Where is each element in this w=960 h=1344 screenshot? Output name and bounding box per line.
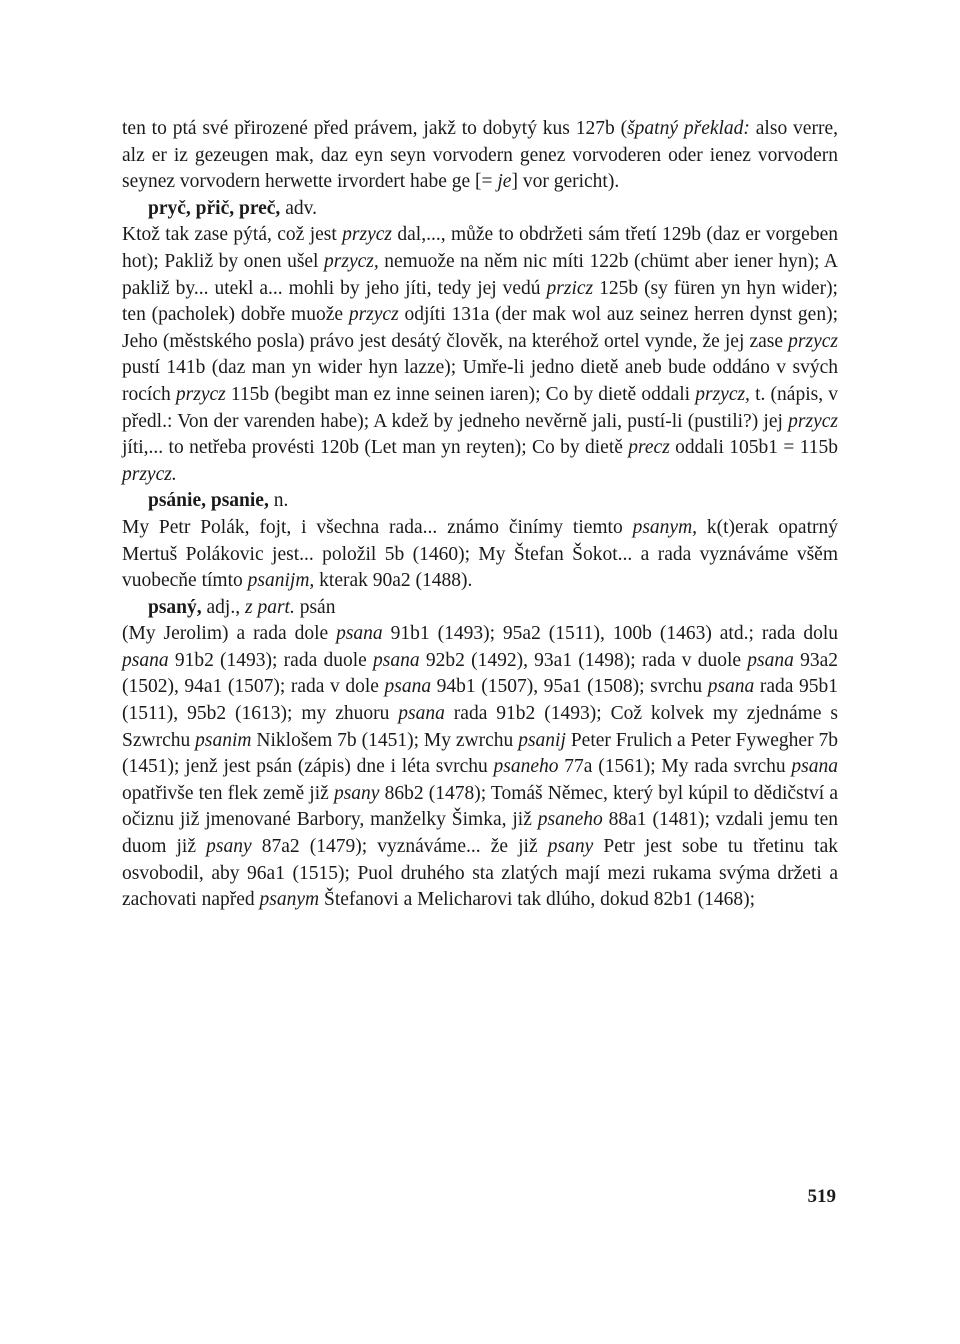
italic-run: przycz, <box>695 383 750 405</box>
headword <box>122 595 838 622</box>
italic-run: przycz, <box>324 250 379 272</box>
italic-run: psanim <box>195 729 252 751</box>
text-run: ] vor gericht). <box>511 171 620 193</box>
italic-run: przicz <box>546 277 594 299</box>
part-of-speech: n. <box>268 490 289 512</box>
text-run: 86b2 (1478); Tomáš Němec, který byl kúpil to dědičství a očiznu již jmenované Barbory, manželky Šimka, již <box>122 782 838 831</box>
text-run: 93a2 (1502), 94a1 (1507); rada v dole <box>122 649 838 698</box>
text-run: 94b1 (1507), 95a1 (1508); svrchu <box>431 676 708 698</box>
text-run: Petr jest sobe tu třetinu tak osvobodil, aby 96a1 (1515); Puol druhého sta zlatých mají mezi rukama svýma držeti a zachovati napřed <box>122 836 838 911</box>
text-run: 91b1 (1493); 95a2 (1511), 100b (1463) atd.; rada dolu <box>382 623 838 645</box>
part-of-speech: adv. <box>280 197 317 219</box>
text-run: jíti,... to netřeba provésti 120b (Let man yn reyten); Co by dietě <box>122 437 629 459</box>
text-run: nemuože na něm nic míti 122b (chümt aber iener hyn); A pakliž by... utekl a... mohli by jeho jíti, tedy jej vedú <box>122 250 839 299</box>
headword-term: psaný, <box>148 596 202 618</box>
text-run: opatřivše ten flek země již <box>122 782 334 804</box>
headword <box>122 488 838 515</box>
entry-text <box>122 621 838 914</box>
headword <box>122 196 838 223</box>
text-run: Štefanovi a Melicharovi tak dlúho, dokud 82b1 (1468); <box>319 889 756 911</box>
text-run: 77a (1561); My rada svrchu <box>558 756 792 778</box>
italic-run: psana <box>122 649 169 671</box>
entry-text <box>122 515 838 595</box>
entry-text <box>122 222 838 488</box>
italic-run: psaneho <box>537 809 603 831</box>
italic-run: psana <box>336 623 383 645</box>
derivation-note: z part. <box>244 596 295 618</box>
headword-term: psánie, psanie, <box>148 490 269 512</box>
text-run: 125b (sy füren yn hyn wider); ten (pacholek) dobře muože <box>122 277 838 326</box>
italic-run: psany <box>206 836 252 858</box>
entry-text <box>122 116 838 196</box>
derivation-base: psán <box>294 596 336 618</box>
italic-run: psana <box>707 676 755 698</box>
italic-run: psanijm, <box>247 570 315 592</box>
italic-run: precz <box>628 437 670 459</box>
text-run: 115b (begibt man ez inne seinen iaren); Co by dietě oddali <box>225 383 696 405</box>
text-run: odjíti 131a (der mak wol auz seinez herren dynst gen); Jeho (městského posla) právo jest desátý člověk, na kteréhož ortel vynde, že jej zase <box>122 304 838 352</box>
text-run: 91b2 (1493); rada duole <box>168 649 374 671</box>
text-run: 92b2 (1492), 93a1 (1498); rada v duole <box>419 649 748 671</box>
italic-run: špatný překlad: <box>627 118 750 139</box>
page-number: 519 <box>807 1186 836 1207</box>
italic-run: przycz <box>788 330 838 352</box>
italic-run: psanym <box>259 889 320 911</box>
text-run: rada 95b1 (1511), 95b2 (1613); my zhuoru <box>122 676 838 725</box>
italic-run: psaneho <box>493 756 559 778</box>
text-run: (My Jerolim) a rada dole <box>122 623 337 645</box>
text-run: t. (nápis, v předl.: Von der varenden habe); A kdež by jedneho nevěrně jali, pustí-li (pustili?) jej <box>122 383 838 432</box>
italic-run: psany <box>547 836 594 858</box>
text-run: Peter Frulich a Peter Fywegher 7b (1451); jenž jest psán (zápis) dne i léta svrchu <box>122 729 838 778</box>
text-run: kterak 90a2 (1488). <box>314 570 473 592</box>
italic-run: psana <box>384 676 432 698</box>
italic-run: przycz. <box>122 463 177 485</box>
text-run: ten to ptá své přirozené před právem, jakž to dobytý kus 127b ( <box>122 118 628 139</box>
italic-run: psana <box>747 649 794 671</box>
text-run: My Petr Polák, fojt, i všechna rada... známo činímy tiemto <box>122 516 633 538</box>
text-run: 87a2 (1479); vyznáváme... že již <box>251 836 548 858</box>
italic-run: przycz <box>788 410 838 432</box>
text-run: Ktož tak zase pýtá, což jest <box>122 224 343 246</box>
italic-run: przycz <box>342 224 392 246</box>
text-run: rada 91b2 (1493); Což kolvek my zjednáme s Szwrchu <box>122 703 838 751</box>
text-run: Niklošem 7b (1451); My zwrchu <box>251 729 519 751</box>
italic-run: psany <box>333 782 380 804</box>
italic-run: przycz <box>175 383 226 405</box>
italic-run: psana <box>373 649 420 671</box>
italic-run: psanym, <box>632 516 698 538</box>
text-run: dal,..., může to obdržeti sám třetí 129b (daz er vorgeben hot); Pakliž by onen ušel <box>122 224 838 272</box>
part-of-speech: adj., <box>201 596 245 618</box>
italic-run: psana <box>398 703 445 725</box>
italic-run: psanij <box>518 729 566 751</box>
text-run: oddali 105b1 = 115b <box>669 437 839 459</box>
italic-run: psana <box>791 756 838 778</box>
text-run: pustí 141b (daz man yn wider hyn lazze); Umře-li jedno dietě aneb bude oddáno v svých rocích <box>122 357 838 405</box>
text-run: 88a1 (1481); vzdali jemu ten duom již <box>122 809 838 858</box>
italic-run: przycz <box>348 304 399 326</box>
text-run: also verre, alz er iz gezeugen mak, daz eyn seyn vorvodern genez vorvoderen oder ienez vorvodern seynez vorvodern herwette irvordert habe ge [= <box>122 118 838 193</box>
italic-run: je <box>497 171 512 193</box>
headword-term: pryč, přič, preč, <box>148 197 281 219</box>
text-run: k(t)erak opatrný Mertuš Polákovic jest... položil 5b (1460); My Štefan Šokot... a rada vyznáváme všěm vuobecňe tímto <box>122 516 838 592</box>
dictionary-page-body <box>122 116 838 914</box>
